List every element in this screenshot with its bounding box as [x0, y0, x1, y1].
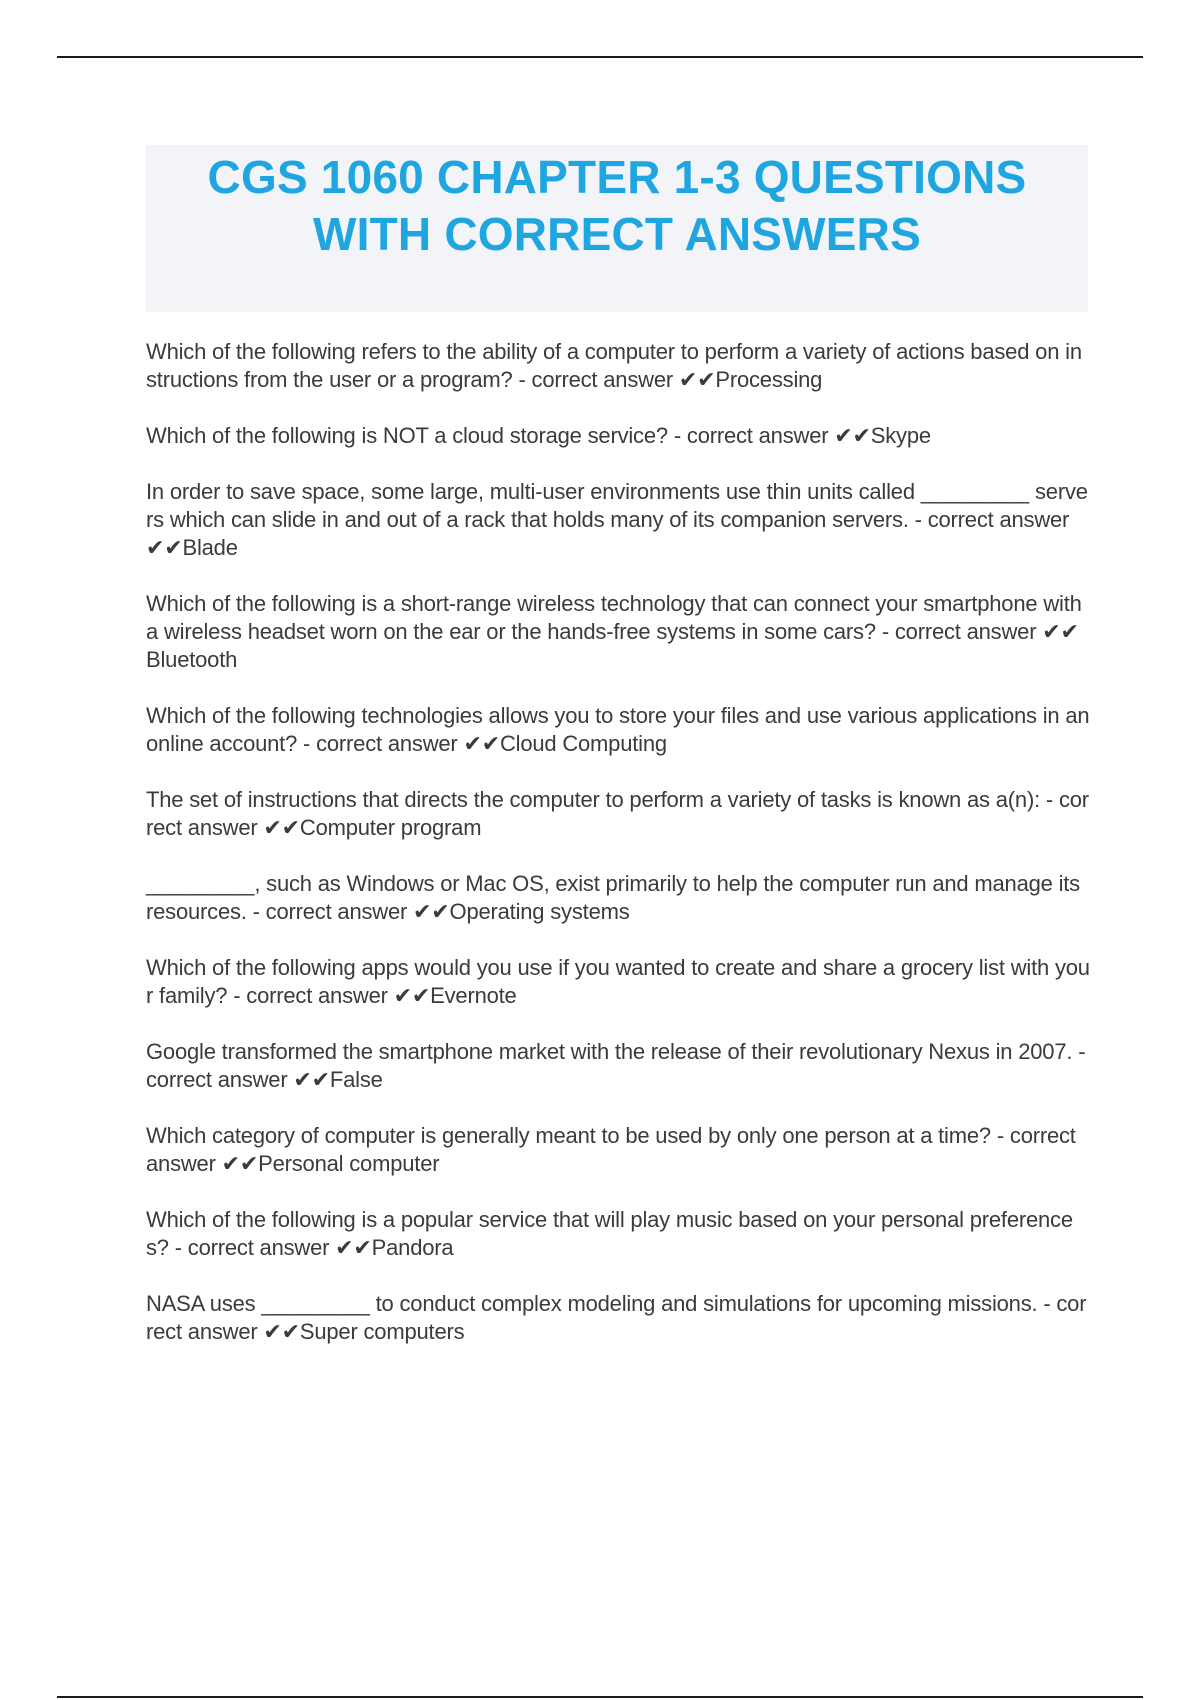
answer-marker: - correct answer ✔✔	[667, 423, 871, 448]
qa-item	[146, 478, 1092, 562]
question-text: Which of the following apps would you use if you wanted to create and share a grocery list with your family?	[146, 955, 1090, 1008]
answer-text: Super computers	[299, 1319, 465, 1344]
qa-item	[146, 1206, 1092, 1262]
answer-marker: - correct answer ✔✔	[146, 1291, 1087, 1344]
question-text: _________, such as Windows or Mac OS, exist primarily to help the computer run and manage its resources.	[146, 871, 1080, 924]
answer-text: Evernote	[430, 983, 517, 1008]
question-text: Which of the following technologies allows you to store your files and use various applications in an online account?	[146, 703, 1090, 756]
question-text: The set of instructions that directs the computer to perform a variety of tasks is known as a(n):	[146, 787, 1040, 812]
answer-marker: - correct answer ✔✔	[875, 619, 1079, 644]
answer-marker: - correct answer ✔✔	[227, 983, 431, 1008]
question-text: Which of the following is a popular service that will play music based on your personal preferences?	[146, 1207, 1073, 1260]
answer-marker: - correct answer ✔✔	[297, 731, 500, 756]
answer-text: Operating systems	[449, 899, 630, 924]
answer-marker: - correct answer ✔✔	[246, 899, 450, 924]
question-text: Which of the following is a short-range wireless technology that can connect your smartphone with a wireless headset worn on the ear or the hands-free systems in some cars?	[146, 591, 1082, 644]
answer-marker: - correct answer ✔✔	[512, 367, 716, 392]
answer-text: Blade	[182, 535, 238, 560]
question-text: Which of the following refers to the ability of a computer to perform a variety of actions based on instructions from the user or a program?	[146, 339, 1082, 392]
question-text: In order to save space, some large, multi-user environments use thin units called _________ servers which can slide in and out of a rack that holds many of its companion servers.	[146, 479, 1088, 532]
qa-item	[146, 1290, 1092, 1346]
qa-item	[146, 702, 1092, 758]
question-text: Google transformed the smartphone market with the release of their revolutionary Nexus in 2007.	[146, 1039, 1073, 1064]
answer-text: Processing	[715, 367, 823, 392]
question-text: Which category of computer is generally meant to be used by only one person at a time?	[146, 1123, 991, 1148]
answer-text: Pandora	[371, 1235, 454, 1260]
title-banner	[146, 145, 1088, 312]
question-text: NASA uses _________ to conduct complex modeling and simulations for upcoming missions.	[146, 1291, 1038, 1316]
answer-text: Bluetooth	[146, 647, 238, 672]
qa-item	[146, 870, 1092, 926]
qa-item	[146, 338, 1092, 394]
answer-text: Computer program	[299, 815, 482, 840]
answer-marker: - correct answer ✔✔	[146, 1039, 1092, 1092]
answer-text: Personal computer	[258, 1151, 440, 1176]
document-title: CGS 1060 CHAPTER 1-3 QUESTIONS WITH CORRECT ANSWERS	[207, 151, 1027, 260]
qa-item	[146, 1122, 1092, 1178]
answer-marker: - correct answer ✔✔	[146, 507, 1076, 560]
question-text: Which of the following is NOT a cloud storage service?	[146, 423, 668, 448]
top-divider	[57, 56, 1143, 58]
qa-item	[146, 590, 1092, 674]
answer-text: Cloud Computing	[499, 731, 667, 756]
answer-marker: - correct answer ✔✔	[168, 1235, 372, 1260]
qa-item	[146, 786, 1092, 842]
answer-text: False	[329, 1067, 383, 1092]
bottom-divider	[57, 1696, 1143, 1698]
qa-item	[146, 422, 1092, 450]
question-answer-list	[146, 338, 1092, 1374]
qa-item	[146, 1038, 1092, 1094]
qa-item	[146, 954, 1092, 1010]
answer-marker: - correct answer ✔✔	[146, 787, 1089, 840]
answer-text: Skype	[870, 423, 931, 448]
answer-marker: - correct answer ✔✔	[146, 1123, 1082, 1176]
